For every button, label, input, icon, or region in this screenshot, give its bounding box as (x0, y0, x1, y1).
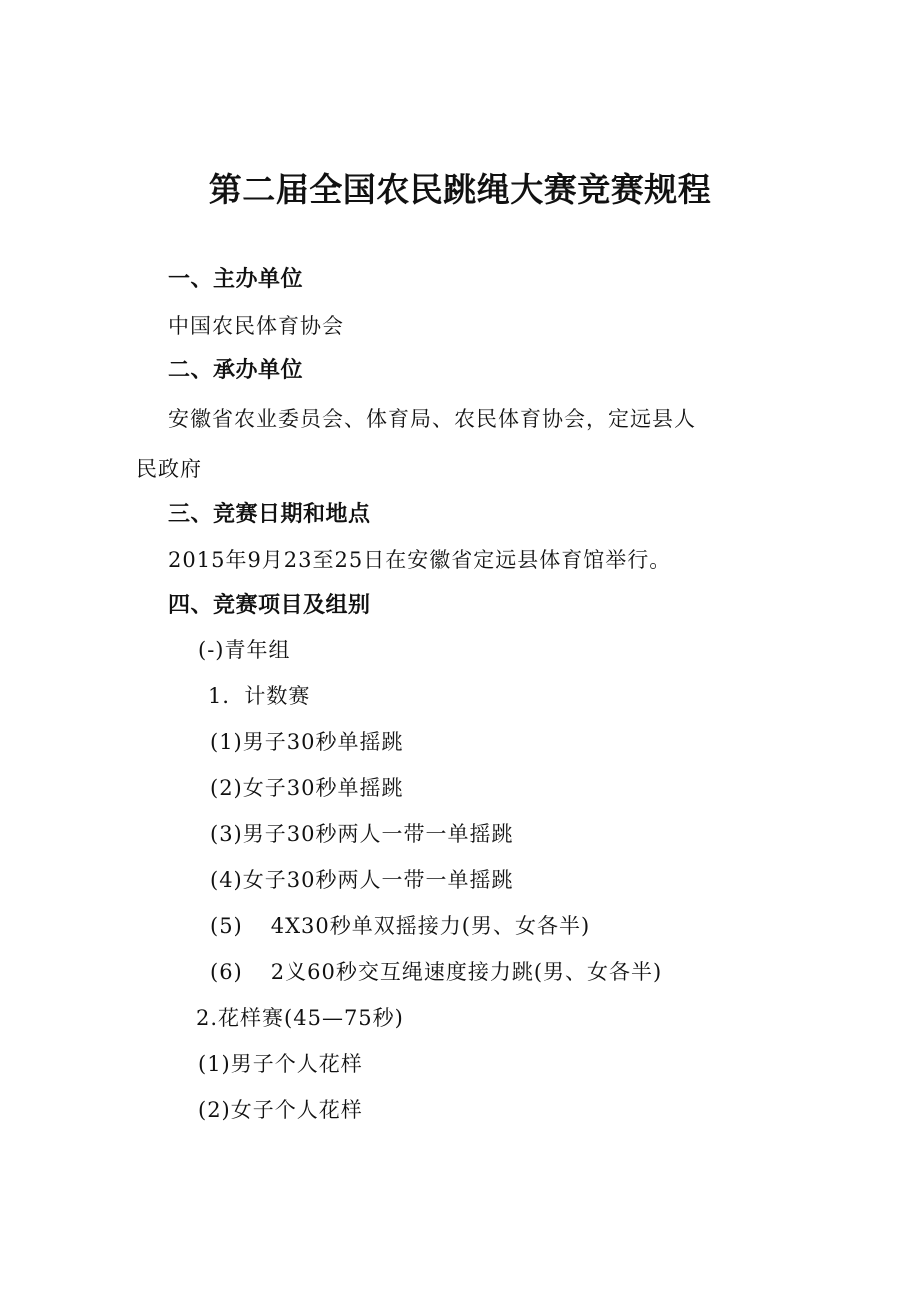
list-item-text: 4X30秒单双摇接力(男、女各半) (270, 914, 591, 938)
list-item (210, 728, 403, 756)
host-text-line1: 安徽省农业委员会、体育局、农民体育协会，定远县人 (168, 407, 696, 431)
list-item-number: (6) (210, 960, 243, 984)
list-item-text: 女子个人花样 (230, 1098, 363, 1122)
section-heading-date-venue: 三、竞赛日期和地点 (168, 502, 371, 527)
list-item-text: 2义60秒交互绳速度接力跳(男、女各半) (270, 960, 663, 984)
list-item-text: 男子个人花样 (230, 1052, 363, 1076)
list-item-text: 男子30秒两人一带一单摇跳 (242, 822, 514, 846)
list-item-text: 男子30秒单摇跳 (242, 730, 404, 754)
section-heading-organizer: 一、主办单位 (168, 267, 304, 292)
list-item (210, 774, 403, 802)
list-item-text: 女子30秒两人一带一单摇跳 (242, 868, 514, 892)
date-venue-text: 2015年9月23至25日在安徽省定远县体育馆举行。 (168, 548, 672, 572)
list-item (210, 958, 662, 986)
list-item (198, 1050, 363, 1078)
host-text-line2: 民政府 (136, 457, 202, 481)
counting-label: 1．计数赛 (208, 684, 311, 708)
list-item-number: (2) (198, 1098, 231, 1122)
list-item-number: (5) (210, 914, 243, 938)
organizer-text: 中国农民体育协会 (168, 314, 344, 338)
list-item (198, 1096, 363, 1124)
list-item-number: (3) (210, 822, 243, 846)
list-item (210, 912, 590, 940)
fancy-label: 2.花样赛(45—75秒) (196, 1006, 404, 1030)
list-item-number: (1) (210, 730, 243, 754)
list-item (210, 866, 513, 894)
section-heading-host: 二、承办单位 (168, 358, 304, 383)
section-heading-events: 四、竞赛项目及组别 (168, 593, 371, 618)
list-item-number: (4) (210, 868, 243, 892)
list-item-number: (2) (210, 776, 243, 800)
group-label: (-)青年组 (198, 638, 291, 662)
list-item-text: 女子30秒单摇跳 (242, 776, 404, 800)
list-item (210, 820, 513, 848)
document-title: 第二届全国农民跳绳大赛竞赛规程 (208, 170, 712, 209)
list-item-number: (1) (198, 1052, 231, 1076)
